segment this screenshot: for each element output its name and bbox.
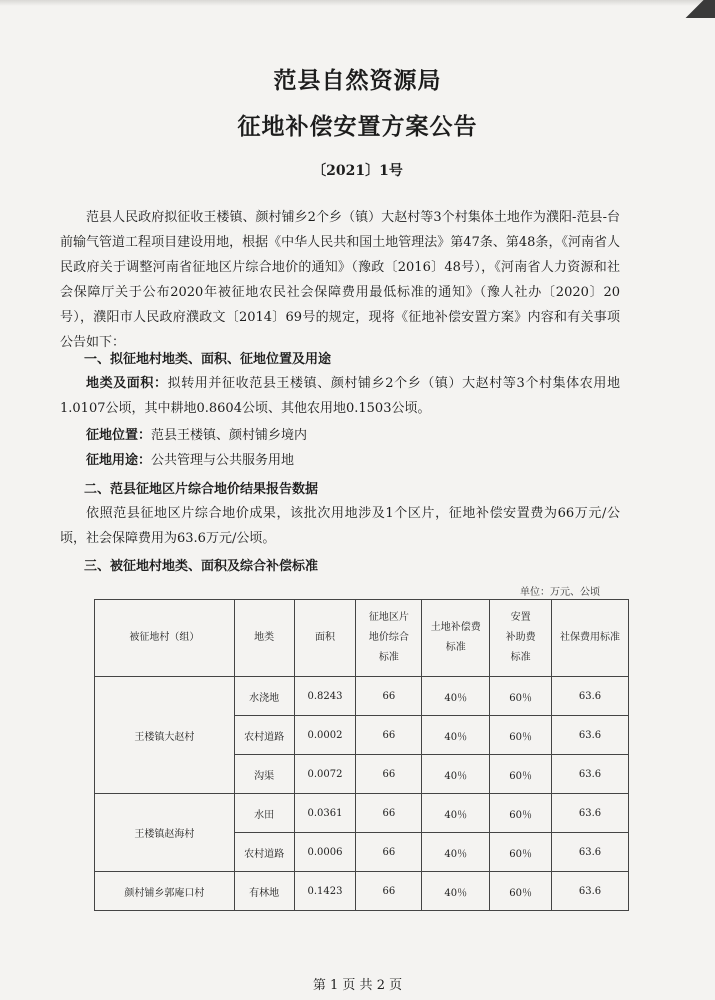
table-row [95, 677, 629, 716]
price-cell: 66 [356, 716, 422, 755]
resettle-cell: 60％ [490, 677, 552, 716]
col-header-resettle-line3: 标准 [510, 652, 531, 663]
social-cell: 63.6 [552, 794, 629, 833]
area-label: 地类及面积： [86, 376, 168, 391]
area-text: 拟转用并征收范县王楼镇、颜村铺乡2个乡（镇）大赵村等3个村集体农用地1.0107公顷，其中耕地0.8604公顷、其他农用地0.1503公顷。 [60, 376, 620, 416]
section-2-heading: 二、范县征地区片综合地价结果报告数据 [84, 482, 319, 497]
area-cell: 0.8243 [294, 677, 356, 716]
col-header-price-line1: 征地区片 [368, 612, 409, 623]
col-header-land-comp-line2: 标准 [445, 642, 466, 653]
area-cell: 0.0072 [294, 755, 356, 794]
resettle-cell: 60％ [490, 794, 552, 833]
price-cell: 66 [356, 794, 422, 833]
area-cell: 0.1423 [294, 872, 356, 911]
col-header-resettle [490, 600, 552, 677]
col-header-area: 面积 [294, 600, 356, 677]
area-cell: 0.0002 [294, 716, 356, 755]
table-header-row [95, 600, 629, 677]
col-header-village: 被征地村（组） [95, 600, 235, 677]
village-cell: 王楼镇赵海村 [95, 794, 235, 872]
table-row [95, 872, 629, 911]
area-cell: 0.0006 [294, 833, 356, 872]
compensation-table [94, 599, 629, 911]
section-2-paragraph: 依照范县征地区片综合地价成果，该批次用地涉及1个区片，征地补偿安置费为66万元/公顷，社会保障费用为63.6万元/公顷。 [60, 506, 620, 546]
social-cell: 63.6 [552, 716, 629, 755]
section-3-heading: 三、被征地村地类、面积及综合补偿标准 [84, 559, 319, 574]
purpose-text: 公共管理与公共服务用地 [151, 453, 295, 468]
price-cell: 66 [356, 833, 422, 872]
village-cell: 王楼镇大赵村 [95, 677, 235, 794]
col-header-price-line2: 地价综合 [368, 632, 409, 643]
col-header-land-comp [422, 600, 490, 677]
land-type-cell: 有林地 [234, 872, 294, 911]
area-paragraph [60, 371, 620, 421]
location-label: 征地位置： [86, 428, 152, 443]
land-type-cell: 农村道路 [234, 833, 294, 872]
village-cell: 颜村铺乡郭庵口村 [95, 872, 235, 911]
col-header-social: 社保费用标准 [552, 600, 629, 677]
table-row [95, 794, 629, 833]
social-cell: 63.6 [552, 833, 629, 872]
document-title: 征地补偿安置方案公告 [237, 113, 478, 140]
resettle-cell: 60％ [490, 716, 552, 755]
intro-paragraph: 范县人民政府拟征收王楼镇、颜村铺乡2个乡（镇）大赵村等3个村集体土地作为濮阳-范县-台前输气管道工程项目建设用地，根据《中华人民共和国土地管理法》第47条、第48条，《河南省人民政府关于调整河南省征地区片综合地价的通知》（豫政〔2016〕48号），《河南省人力资源和社会保障厅关于公布2020年被征地农民社会保障费用最低标准的通知》（豫人社办〔2020〕20号），濮阳市人民政府濮政文〔2014〕69号的规定，现将《征地补偿安置方案》内容和有关事项公告如下： [60, 210, 620, 350]
land-type-cell: 水田 [234, 794, 294, 833]
section-1-heading: 一、拟征地村地类、面积、征地位置及用途 [84, 352, 332, 367]
social-cell: 63.6 [552, 872, 629, 911]
price-cell: 66 [356, 872, 422, 911]
land-type-cell: 水浇地 [234, 677, 294, 716]
land-comp-cell: 40％ [422, 716, 490, 755]
purpose-label: 征地用途： [86, 453, 152, 468]
location-text: 范县王楼镇、颜村铺乡境内 [151, 428, 308, 443]
location-field [86, 423, 307, 448]
document-number: 〔2021〕1号 [312, 163, 403, 179]
resettle-cell: 60％ [490, 755, 552, 794]
land-comp-cell: 40％ [422, 872, 490, 911]
col-header-land-type: 地类 [234, 600, 294, 677]
price-cell: 66 [356, 755, 422, 794]
land-type-cell: 沟渠 [234, 755, 294, 794]
col-header-price-line3: 标准 [378, 652, 399, 663]
page-number: 第 1 页 共 2 页 [312, 978, 403, 993]
issuer-title: 范县自然资源局 [273, 67, 442, 94]
land-type-cell: 农村道路 [234, 716, 294, 755]
social-cell: 63.6 [552, 677, 629, 716]
social-cell: 63.6 [552, 755, 629, 794]
resettle-cell: 60％ [490, 872, 552, 911]
col-header-price [356, 600, 422, 677]
price-cell: 66 [356, 677, 422, 716]
col-header-resettle-line2: 补助费 [505, 632, 536, 643]
col-header-land-comp-line1: 土地补偿费 [430, 622, 481, 633]
resettle-cell: 60％ [490, 833, 552, 872]
col-header-resettle-line1: 安置 [510, 612, 531, 623]
purpose-field [86, 448, 294, 473]
land-comp-cell: 40％ [422, 794, 490, 833]
area-cell: 0.0361 [294, 794, 356, 833]
land-comp-cell: 40％ [422, 755, 490, 794]
table-unit-note: 单位：万元、公顷 [520, 587, 600, 598]
land-comp-cell: 40％ [422, 677, 490, 716]
land-comp-cell: 40％ [422, 833, 490, 872]
